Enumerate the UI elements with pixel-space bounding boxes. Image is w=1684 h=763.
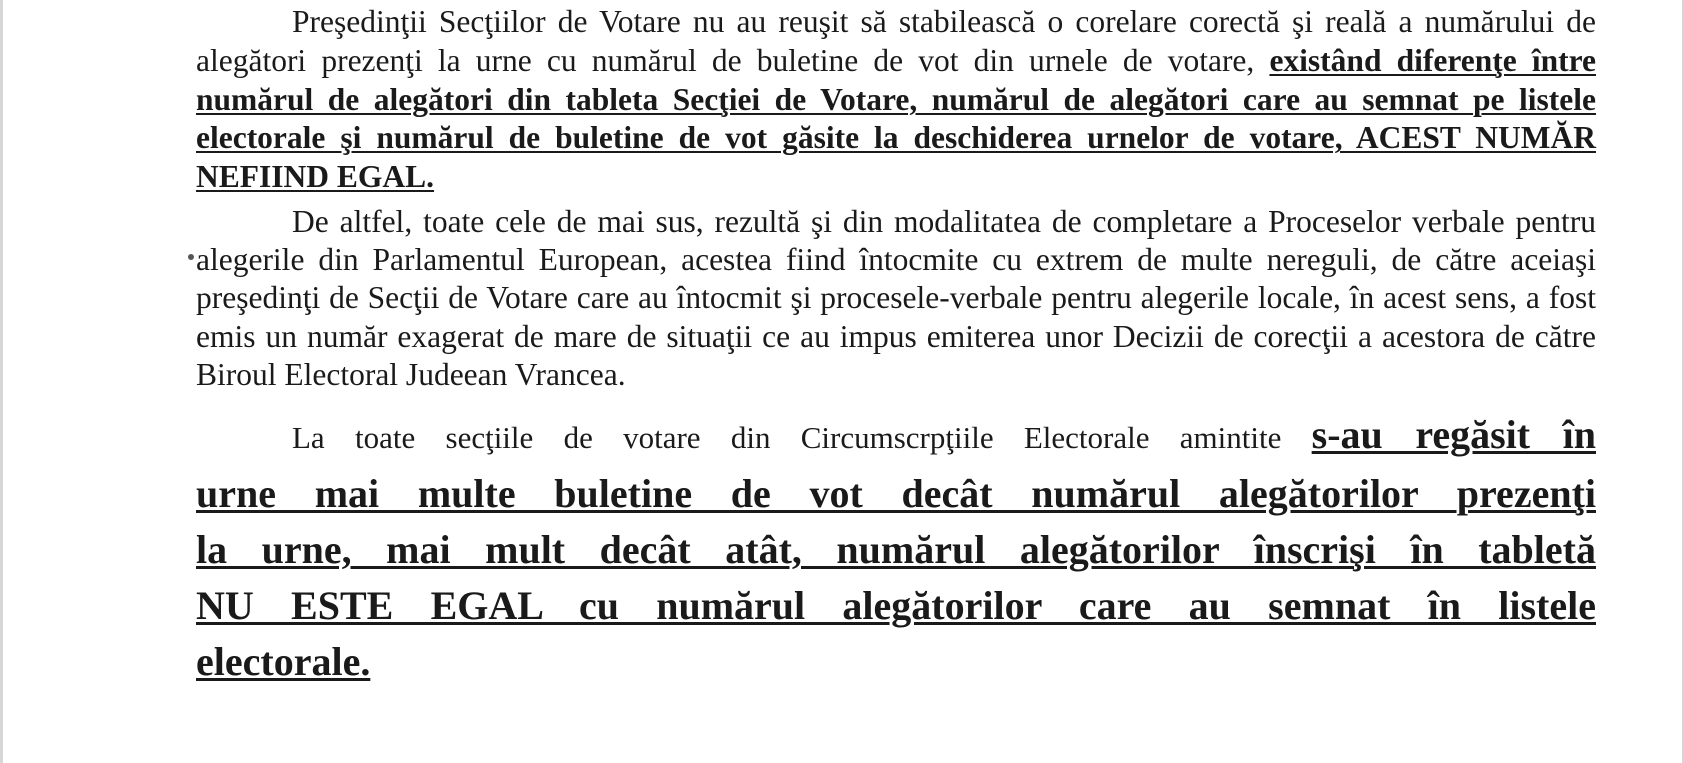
- paragraph-3-emphasis-line-1: s-au regăsit în: [1311, 412, 1596, 457]
- paragraph-3-emphasis-line-3: la urne, mai mult decât atât, numărul alegătorilor înscrişi în tabletă: [196, 527, 1596, 572]
- paragraph-3-text: La toate secţiile de votare din Circumscrpţiile Electorale amintite: [292, 420, 1312, 455]
- paragraph-3-emphasis-line-2: urne mai multe buletine de vot decât numărul alegătorilor prezenţi: [196, 471, 1596, 516]
- paragraph-3-emphasis-line-5: electorale.: [196, 639, 371, 684]
- paragraph-2-text: De altfel, toate cele de mai sus, rezultă şi din modalitatea de completare a Proceselor verbale pentru alegerile din Parlamentul European, acestea fiind întocmite cu extrem de multe nereguli, de către aceiaşi preşedinţi de Secţii de Votare care au întocmit şi procesele-verbale pentru alegerile locale, în acest sens, a fost emis un număr exagerat de mare de situaţii ce au impus emiterea unor Decizii de corecţii a acestora de către Biroul Electoral Judeean Vrancea.: [196, 203, 1596, 392]
- document-body: [196, 0, 1596, 690]
- paragraph-1-text: Preşedinţii Secţiilor de Votare nu au reuşit să stabilească o corelare corectă şi reală a numărului de alegători prezenţi la urne cu numărul de buletine de vot din urnele de votare,: [196, 4, 1596, 78]
- paragraph-2: [196, 197, 1596, 394]
- scan-speck: [188, 254, 194, 260]
- paragraph-3-emphasis-line-4: NU ESTE EGAL cu numărul alegătorilor care au semnat în listele: [196, 583, 1596, 628]
- scan-edge-left: [0, 0, 3, 763]
- paragraph-1: [196, 0, 1596, 197]
- paragraph-3: [196, 394, 1596, 690]
- paragraph-1-emphasis: existând diferenţe între numărul de alegători din tableta Secţiei de Votare, numărul de alegători care au semnat pe listele electorale şi numărul de buletine de vot găsite la deschiderea urnelor de votare, ACEST NUMĂR NEFIIND EGAL.: [196, 42, 1597, 195]
